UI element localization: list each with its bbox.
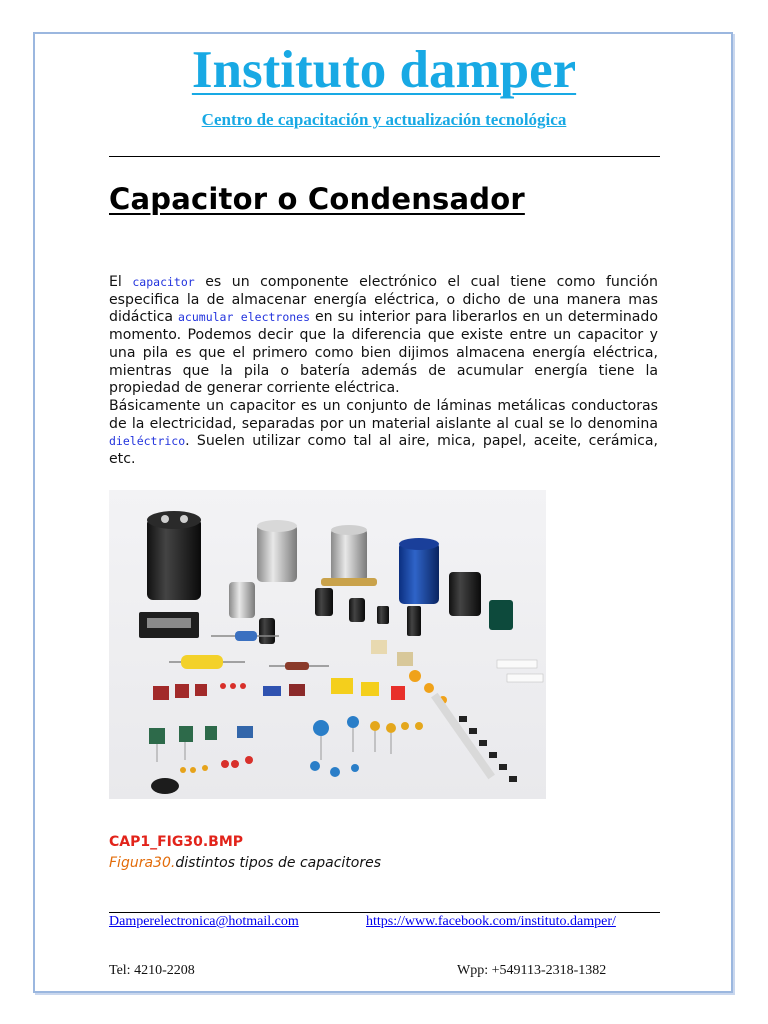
paragraph-2-text-a: Básicamente un capacitor es un conjunto de láminas metálicas conductoras de la electricidad, separadas por un material aislante al cual se lo denomina [109,397,658,432]
paragraph-1-text-a: El [109,274,133,290]
footer-facebook-link[interactable]: https://www.facebook.com/instituto.damper/ [366,914,616,929]
paragraph-2 [109,398,658,469]
capacitors-photo [109,490,546,799]
body-text [109,274,658,469]
header-divider [109,156,660,157]
keyword-dielectrico: dieléctrico [109,434,186,449]
institute-subtitle: Centro de capacitación y actualización tecnológica [201,110,567,129]
paragraph-2-text-b: . Suelen utilizar como tal al aire, mica, papel, aceite, cerámica, etc. [109,433,658,468]
figure-caption [109,855,381,871]
paragraph-1-text-b: es un componente electrónico el cual tiene como función especifica la de almacenar energía eléctrica, o dicho de una manera mas didáctica [109,274,658,326]
figure-file-label: CAP1_FIG30.BMP [109,834,244,850]
paragraph-1-text-c: en su interior para liberarlos en un determinado momento. Podemos decir que la diferencia que existe entre un capacitor y una pila es que el primero como bien dijimos almacena energía eléctrica, mientras que la pila o batería además de acumular energía tiene la propiedad de generar corriente eléctrica. [109,309,658,397]
document-title: Capacitor o Condensador [109,182,525,216]
footer-email-link[interactable]: Damperelectronica@hotmail.com [109,914,299,929]
figure-number: Figura30. [109,855,176,871]
keyword-acumular-electrones: acumular electrones [178,310,311,325]
footer-whatsapp: Wpp: +549113-2318-1382 [457,963,607,978]
footer-phone: Tel: 4210-2208 [109,963,195,978]
institute-title: Instituto damper [191,41,577,99]
footer-divider [109,912,660,913]
paragraph-1 [109,274,658,398]
figure-caption-text: distintos tipos de capacitores [175,855,382,871]
keyword-capacitor: capacitor [132,275,195,289]
